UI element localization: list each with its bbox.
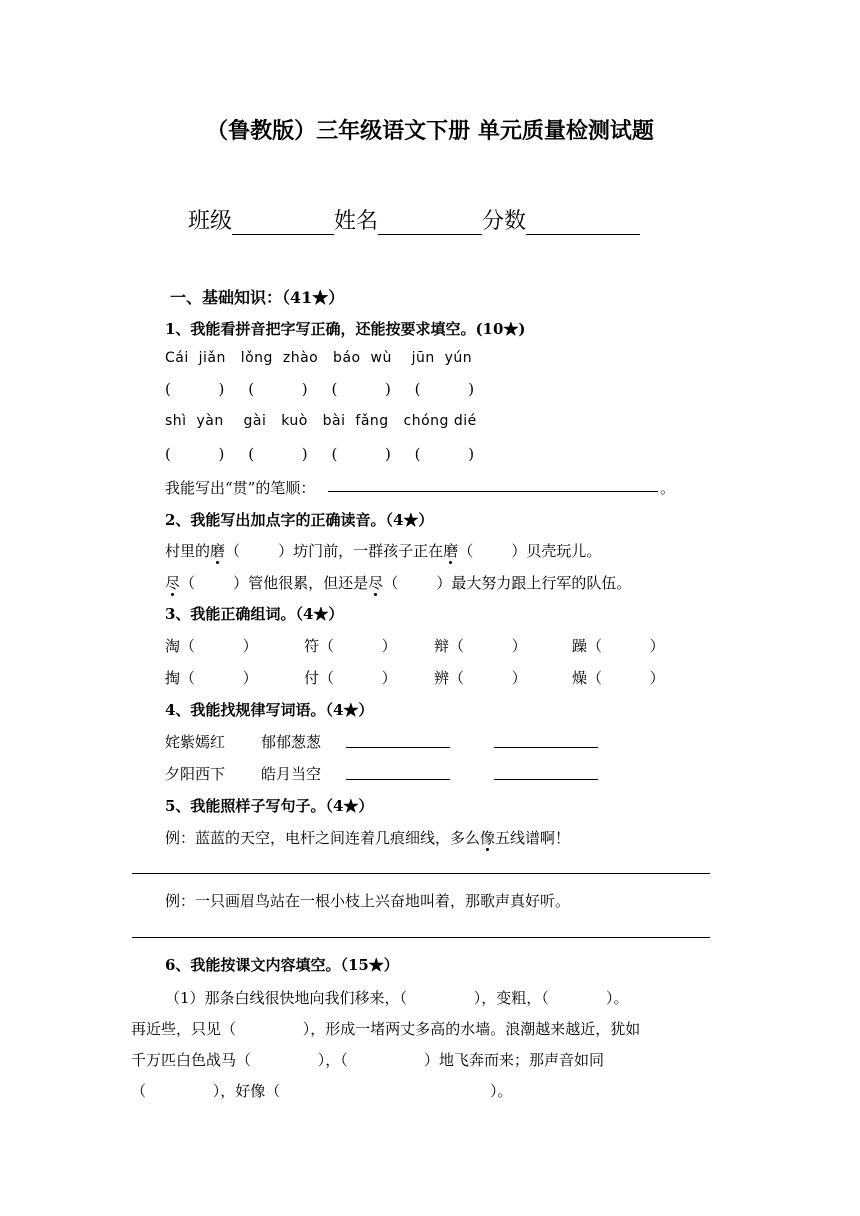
example-sentence-2: 例：一只画眉鸟站在一根小枝上兴奋地叫着，那歌声真好听。 <box>165 892 571 910</box>
pinyin-row-2: shì yàn gài kuò bài fǎng chóng dié <box>165 413 477 429</box>
dotted-char: 磨 <box>210 542 226 560</box>
answer-line[interactable] <box>132 873 710 874</box>
question-4-heading: 4、我能找规律写词语。（4★） <box>165 701 374 719</box>
example-sentence-1: 例：蓝蓝的天空，电杆之间连着几痕细线，多么像五线谱啊！ <box>165 829 571 847</box>
pinyin-row-1: Cái jiǎn lǒng zhào báo wù jūn yún <box>165 350 473 366</box>
word-item[interactable]: 付（ ） <box>304 669 397 687</box>
question-6-heading: 6、我能按课文内容填空。（15★） <box>165 956 399 974</box>
question-2-line-2: 尽（ ）管他很累，但还是尽（ ）最大努力跟上行军的队伍。 <box>165 574 632 592</box>
pattern-word: 姹紫嫣红 <box>165 733 226 751</box>
answer-line[interactable] <box>346 747 450 748</box>
word-item[interactable]: 辩（ ） <box>434 637 527 655</box>
question-3-heading: 3、我能正确组词。（4★） <box>165 605 344 623</box>
score-field[interactable] <box>526 212 640 235</box>
name-field[interactable] <box>378 212 482 235</box>
word-item[interactable]: 燥（ ） <box>572 669 665 687</box>
answer-line[interactable] <box>494 779 598 780</box>
pattern-word: 夕阳西下 <box>165 765 226 783</box>
word-item[interactable]: 辨（ ） <box>434 669 527 687</box>
name-label: 姓名 <box>334 209 379 234</box>
answer-blanks-row-1[interactable]: ( ) ( ) ( ) ( ) <box>165 380 475 398</box>
answer-line[interactable] <box>132 937 710 938</box>
student-info-row <box>188 204 640 235</box>
question-5-heading: 5、我能照样子写句子。（4★） <box>165 797 374 815</box>
stroke-order-end: 。 <box>660 479 676 497</box>
answer-blanks-row-2[interactable]: ( ) ( ) ( ) ( ) <box>165 445 475 463</box>
stroke-order-answer-line[interactable] <box>328 491 658 492</box>
dotted-char: 尽 <box>165 574 181 592</box>
dotted-char: 像 <box>480 829 496 847</box>
question-1-heading: 1、我能看拼音把字写正确，还能按要求填空。(10★) <box>165 320 526 338</box>
question-2-heading: 2、我能写出加点字的正确读音。（4★） <box>165 511 434 529</box>
dotted-char: 磨 <box>443 542 459 560</box>
passage-line: 千万匹白色战马（ ），（ ）地飞奔而来；那声音如同 <box>131 1051 605 1069</box>
class-field[interactable] <box>232 212 334 235</box>
section-heading: 一、基础知识：（41★） <box>170 288 345 307</box>
page-title: （鲁教版）三年级语文下册 单元质量检测试题 <box>206 118 654 144</box>
pattern-word: 皓月当空 <box>261 765 322 783</box>
passage-line: （ ），好像（ ）。 <box>131 1082 513 1100</box>
score-label: 分数 <box>482 209 527 234</box>
answer-line[interactable] <box>346 779 450 780</box>
word-item[interactable]: 躁（ ） <box>572 637 665 655</box>
class-label: 班级 <box>188 209 233 234</box>
pattern-word: 郁郁葱葱 <box>261 733 322 751</box>
passage-line: 再近些，只见（ ），形成一堵两丈多高的水墙。浪潮越来越近，犹如 <box>131 1020 641 1038</box>
word-item[interactable]: 淘（ ） <box>165 637 258 655</box>
word-item[interactable]: 掏（ ） <box>165 669 258 687</box>
stroke-order-label: 我能写出“贯”的笔顺： <box>165 479 316 497</box>
answer-line[interactable] <box>494 747 598 748</box>
passage-line: （1）那条白线很快地向我们移来，（ ），变粗，（ ）。 <box>165 989 629 1007</box>
question-2-line-1: 村里的磨（ ）坊门前，一群孩子正在磨（ ）贝壳玩儿。 <box>165 542 602 560</box>
word-item[interactable]: 符（ ） <box>304 637 397 655</box>
dotted-char: 尽 <box>368 574 384 592</box>
